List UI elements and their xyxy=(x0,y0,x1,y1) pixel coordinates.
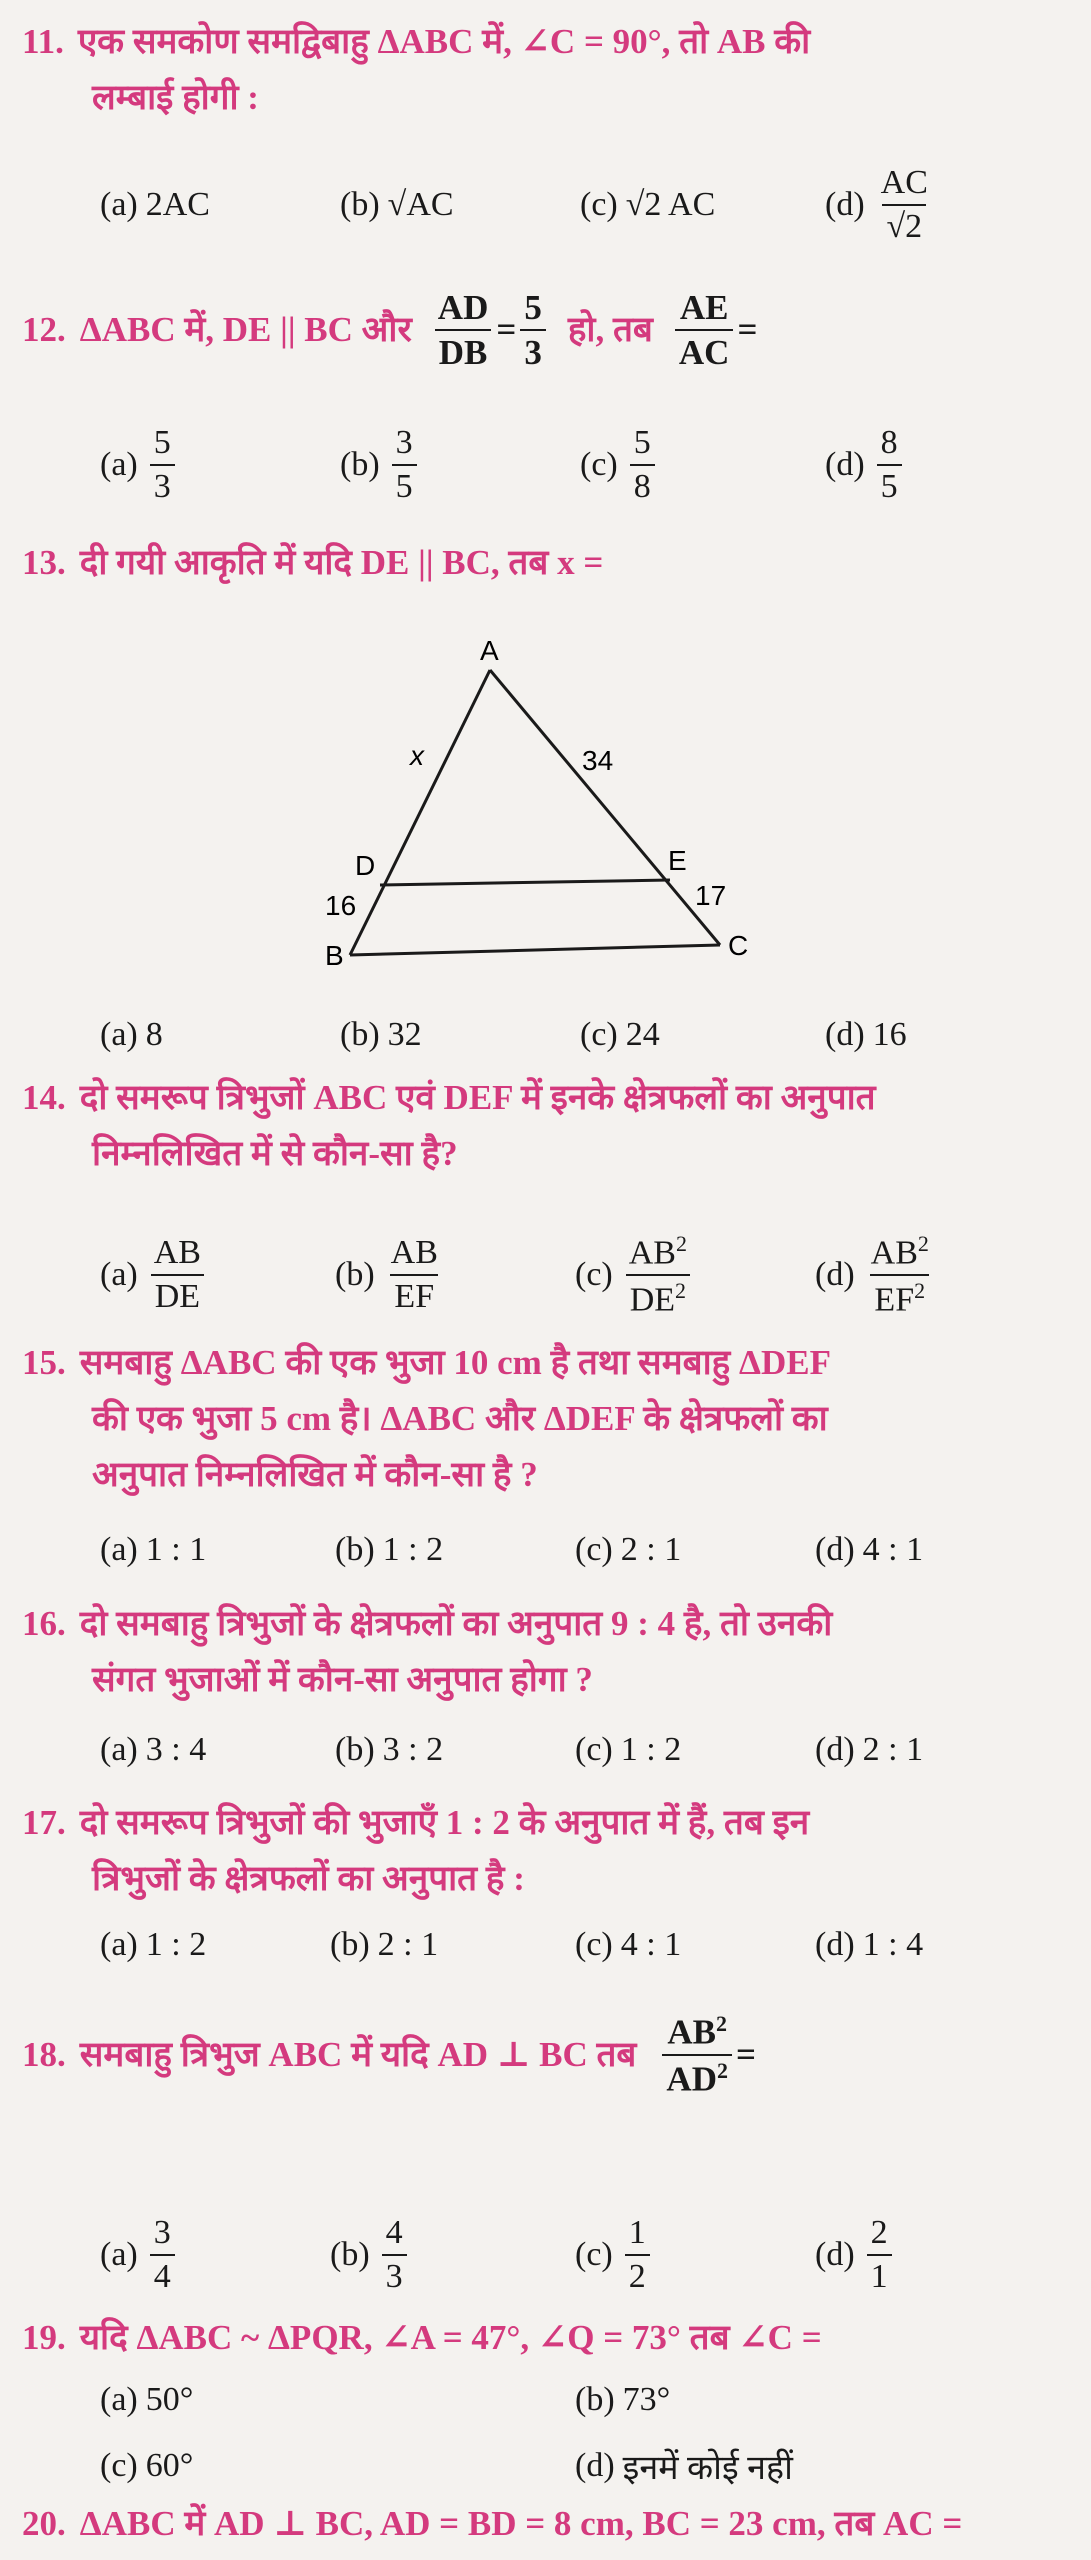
option-b[interactable]: (b) 32 xyxy=(340,1016,422,1053)
question-number: 17. xyxy=(22,1803,66,1842)
options-16 xyxy=(100,1710,1060,1790)
question-12: 12. ΔABC में, DE || BC और $\frac{AD}{DB}$ = $\frac{5}{3}$ हो, तब $\frac{AE}{AC}$ = xyxy=(22,288,758,372)
label-34: 34 xyxy=(582,745,614,776)
option-c[interactable]: (c) 2 : 1 xyxy=(575,1531,682,1568)
options-14 xyxy=(100,1225,1060,1325)
option-b[interactable]: (b) $\frac{AB}{EF}$ xyxy=(335,1234,438,1315)
options-15 xyxy=(100,1510,1060,1590)
question-text-line2: त्रिभुजों के क्षेत्रफलों का अनुपात है : xyxy=(92,1859,525,1898)
option-a[interactable]: (a) $\frac{AB}{DE}$ xyxy=(100,1225,209,1325)
question-text-line2: की एक भुजा 5 cm है। ΔABC और ΔDEF के क्षेत्रफलों का xyxy=(92,1399,828,1438)
question-16 xyxy=(22,1596,1071,1708)
fraction-ab2-ad2: $\frac{AB^2}{AD^2}$ xyxy=(662,2013,732,2096)
option-d[interactable]: (d) $\frac{8}{5}$ xyxy=(825,425,906,505)
option-d[interactable]: (d) इनमें कोई नहीं xyxy=(575,2447,793,2487)
label-x: x xyxy=(410,740,424,771)
options-19-row2 xyxy=(100,2428,1060,2504)
option-d[interactable]: (d) $\frac{2}{1}$ xyxy=(815,2210,896,2300)
question-number: 14. xyxy=(22,1078,66,1117)
question-text-line2: लम्बाई होगी : xyxy=(92,78,259,117)
option-d[interactable]: (d) 4 : 1 xyxy=(815,1531,924,1568)
option-c[interactable]: (c) 24 xyxy=(580,1016,660,1053)
option-c[interactable]: (c) $\frac{5}{8}$ xyxy=(580,425,659,505)
vertex-c: C xyxy=(728,930,749,961)
fraction-ad-db: $\frac{AD}{DB}$ xyxy=(434,290,493,370)
option-a[interactable]: (a) 2AC xyxy=(100,186,210,223)
options-17 xyxy=(100,1905,1060,1985)
options-12 xyxy=(100,425,1060,505)
question-text: समबाहु ΔABC की एक भुजा 10 cm है तथा समबाहु ΔDEF xyxy=(79,1343,831,1382)
vertex-d: D xyxy=(355,850,376,881)
option-a[interactable]: (a) $\frac{5}{3}$ xyxy=(100,425,179,505)
question-number: 20. xyxy=(22,2504,66,2543)
option-a[interactable]: (a) 50° xyxy=(100,2381,194,2418)
option-b[interactable]: (b) $\frac{4}{3}$ xyxy=(330,2210,411,2300)
option-d[interactable]: (d) 16 xyxy=(825,1016,907,1053)
question-text-line2: निम्नलिखित में से कौन-सा है? xyxy=(92,1134,458,1173)
question-number: 16. xyxy=(22,1604,66,1643)
question-number: 13. xyxy=(22,543,66,582)
question-17 xyxy=(22,1795,1071,1907)
vertex-b: B xyxy=(325,940,344,971)
question-text: दी गयी आकृति में यदि DE || BC, तब x = xyxy=(79,543,604,582)
label-16: 16 xyxy=(325,890,357,921)
option-b[interactable]: (b) 73° xyxy=(575,2381,671,2418)
question-20 xyxy=(22,2496,1071,2552)
question-number: 15. xyxy=(22,1343,66,1382)
option-a[interactable]: (a) 8 xyxy=(100,1016,163,1053)
question-text-line3: अनुपात निम्नलिखित में कौन-सा है ? xyxy=(92,1455,538,1494)
question-text-line2: संगत भुजाओं में कौन-सा अनुपात होगा ? xyxy=(92,1660,593,1699)
question-11 xyxy=(22,14,1071,126)
option-b[interactable]: (b) 1 : 2 xyxy=(335,1531,444,1568)
fraction-ae-ac: $\frac{AE}{AC}$ xyxy=(675,290,734,370)
question-19 xyxy=(22,2310,1071,2366)
question-text: दो समरूप त्रिभुजों ABC एवं DEF में इनके क्षेत्रफलों का अनुपात xyxy=(79,1078,876,1117)
option-b[interactable]: (b) $\frac{3}{5}$ xyxy=(340,425,421,505)
option-c[interactable]: (c) 1 : 2 xyxy=(575,1731,682,1768)
option-d[interactable]: (d) 1 : 4 xyxy=(815,1926,924,1963)
question-13 xyxy=(22,535,1071,591)
option-b[interactable]: (b) 2 : 1 xyxy=(330,1926,439,1963)
triangle-figure xyxy=(300,630,780,980)
option-d[interactable]: (d) 2 : 1 xyxy=(815,1731,924,1768)
fraction-5-3: $\frac{5}{3}$ xyxy=(520,290,546,370)
question-text: एक समकोण समद्विबाहु ΔABC में, ∠C = 90°, तो AB की xyxy=(77,22,811,61)
question-text: दो समरूप त्रिभुजों की भुजाएँ 1 : 2 के अनुपात में हैं, तब इन xyxy=(79,1803,810,1842)
option-c[interactable]: (c) √2 AC xyxy=(580,186,716,223)
vertex-e: E xyxy=(668,845,687,876)
question-14 xyxy=(22,1070,1071,1182)
option-a[interactable]: (a) 1 : 1 xyxy=(100,1531,207,1568)
question-number: 19. xyxy=(22,2318,66,2357)
options-11 xyxy=(100,165,1060,245)
label-17: 17 xyxy=(695,880,727,911)
question-18: 18. समबाहु त्रिभुज ABC में यदि AD ⊥ BC तब $\frac{AB^2}{AD^2}$ = xyxy=(22,2011,756,2099)
option-b[interactable]: (b) √AC xyxy=(340,186,454,223)
fraction: $\frac{AC}{√2}$ xyxy=(880,164,928,245)
option-a[interactable]: (a) 3 : 4 xyxy=(100,1731,207,1768)
question-text: यदि ΔABC ~ ΔPQR, ∠A = 47°, ∠Q = 73° तब ∠C = xyxy=(79,2318,822,2357)
options-19-row1 xyxy=(100,2362,1060,2438)
option-b[interactable]: (b) 3 : 2 xyxy=(335,1731,444,1768)
option-c[interactable]: (c) $\frac{1}{2}$ xyxy=(575,2210,654,2300)
question-15 xyxy=(22,1335,1071,1503)
option-c[interactable]: (c) 60° xyxy=(100,2447,194,2484)
vertex-a: A xyxy=(480,635,499,666)
option-c[interactable]: (c) 4 : 1 xyxy=(575,1926,682,1963)
question-number: 18. xyxy=(22,2035,66,2074)
question-number: 12. xyxy=(22,310,66,349)
option-a[interactable]: (a) 1 : 2 xyxy=(100,1926,207,1963)
options-18 xyxy=(100,2210,1060,2300)
options-13 xyxy=(100,995,1060,1075)
option-d[interactable]: (d) $\frac{AC}{√2}$ xyxy=(825,165,936,245)
question-text: दो समबाहु त्रिभुजों के क्षेत्रफलों का अनुपात 9 : 4 है, तो उनकी xyxy=(79,1604,833,1643)
option-c[interactable]: (c) $\frac{AB^2}{DE^2}$ xyxy=(575,1225,695,1325)
option-a[interactable]: (a) $\frac{3}{4}$ xyxy=(100,2210,179,2300)
option-d[interactable]: (d) $\frac{AB^2}{EF^2}$ xyxy=(815,1230,929,1319)
question-text: ΔABC में AD ⊥ BC, AD = BD = 8 cm, BC = 23 cm, तब AC = xyxy=(79,2504,963,2543)
question-number: 11. xyxy=(22,22,64,61)
